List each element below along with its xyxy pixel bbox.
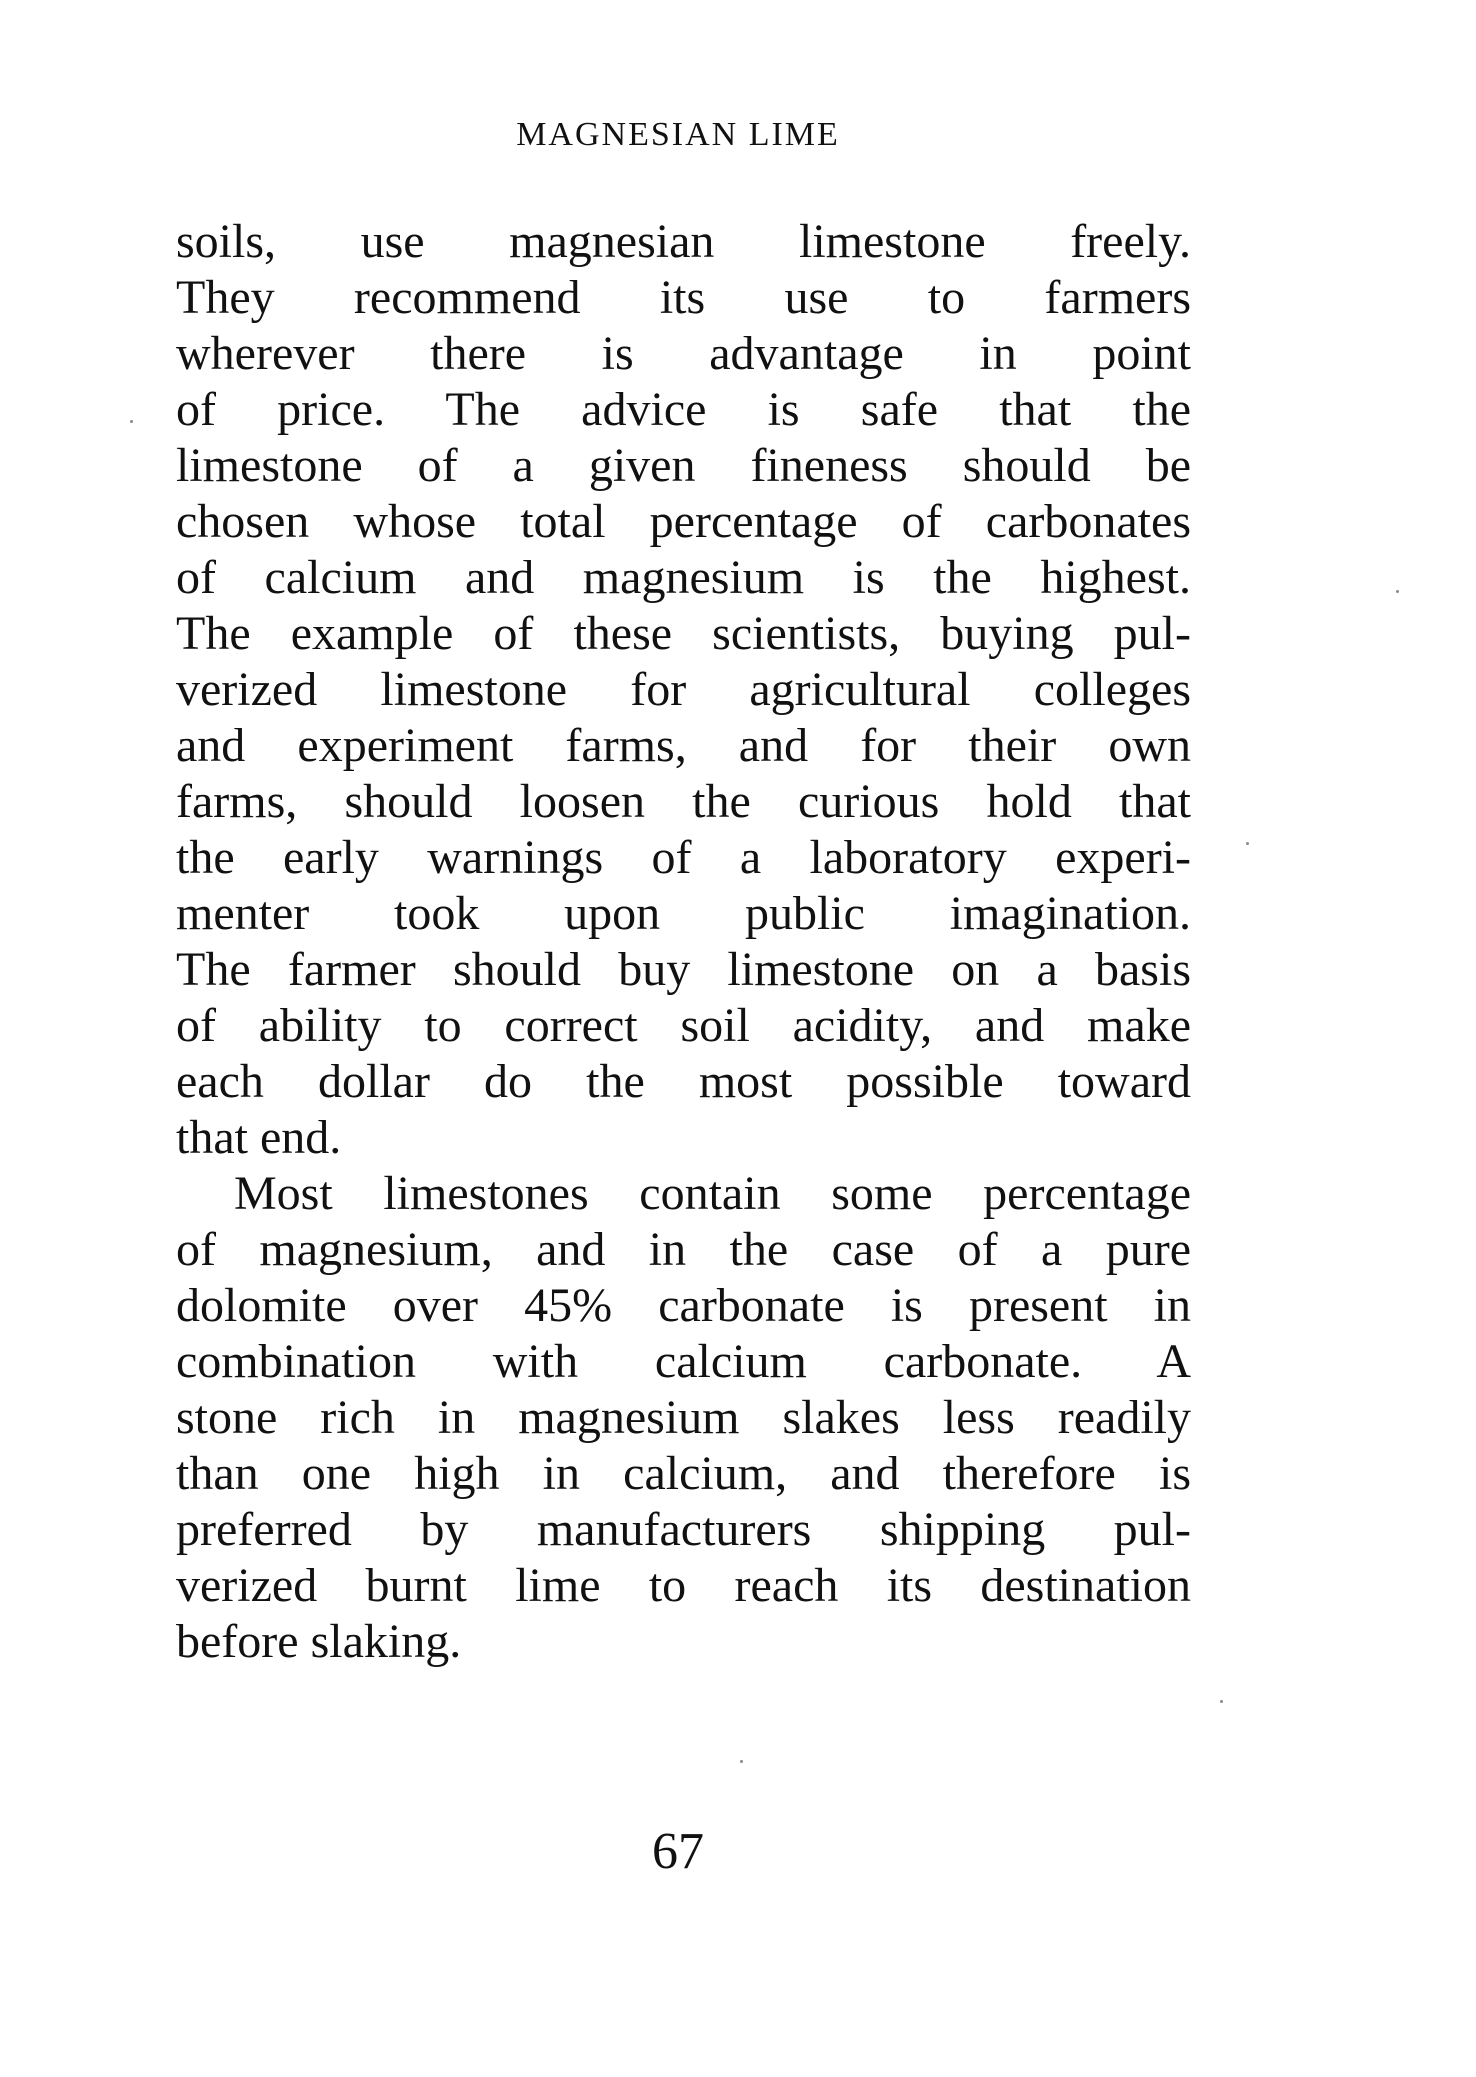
scan-speck [1396, 590, 1399, 593]
text-line: The farmer should buy limestone on a basis [176, 943, 1191, 996]
text-line: chosen whose total percentage of carbonates [176, 495, 1191, 548]
text-line: combination with calcium carbonate. A [176, 1335, 1191, 1388]
running-title: MAGNESIAN LIME [516, 116, 840, 153]
text-line: than one high in calcium, and therefore is [176, 1447, 1191, 1500]
text-line: of price. The advice is safe that the [176, 383, 1191, 436]
text-line: verized limestone for agricultural colleges [176, 663, 1191, 716]
text-line: farms, should loosen the curious hold that [176, 775, 1191, 828]
scan-speck [1220, 1700, 1223, 1703]
text-line: of magnesium, and in the case of a pure [176, 1223, 1191, 1276]
text-line: of calcium and magnesium is the highest. [176, 551, 1191, 604]
text-line: of ability to correct soil acidity, and make [176, 999, 1191, 1052]
text-line: and experiment farms, and for their own [176, 719, 1191, 772]
page-number: 67 [652, 1823, 704, 1880]
body-text [176, 214, 1191, 1670]
text-line: each dollar do the most possible toward [176, 1055, 1191, 1108]
scan-speck [130, 420, 133, 423]
text-line: wherever there is advantage in point [176, 327, 1191, 380]
text-line: Most limestones contain some percentage [234, 1167, 1191, 1220]
text-line: preferred by manufacturers shipping pul- [176, 1503, 1191, 1556]
scan-speck [1246, 842, 1249, 845]
scan-speck [740, 1760, 743, 1763]
text-line: verized burnt lime to reach its destination [176, 1559, 1191, 1612]
text-line: The example of these scientists, buying pul- [176, 607, 1191, 660]
text-line: soils, use magnesian limestone freely. [176, 215, 1191, 268]
text-line: They recommend its use to farmers [176, 271, 1191, 324]
text-line: menter took upon public imagination. [176, 887, 1191, 940]
paragraph-2 [176, 1166, 1191, 1670]
text-line: dolomite over 45% carbonate is present in [176, 1279, 1191, 1332]
text-line: limestone of a given fineness should be [176, 439, 1191, 492]
text-line: the early warnings of a laboratory experi- [176, 831, 1191, 884]
text-line: before slaking. [176, 1615, 462, 1668]
paragraph-1 [176, 214, 1191, 1166]
text-line: that end. [176, 1111, 342, 1164]
text-line: stone rich in magnesium slakes less readily [176, 1391, 1191, 1444]
